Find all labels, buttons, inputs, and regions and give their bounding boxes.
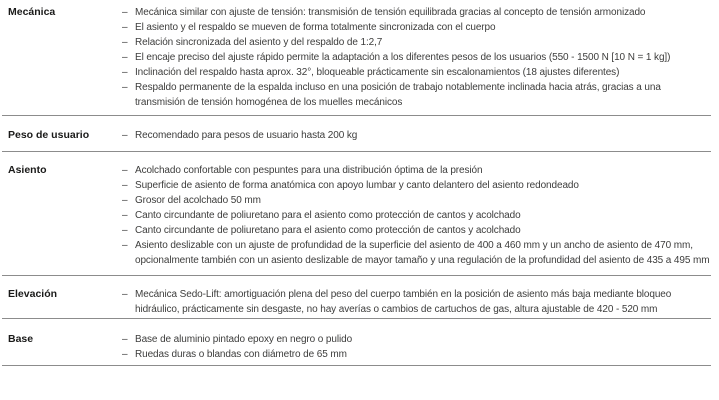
specification-table [2,0,711,366]
spec-item-text: Grosor del acolchado 50 mm [135,195,261,206]
spec-item-text: Relación sincronizada del asiento y del respaldo de 1:2,7 [135,37,383,48]
spec-item [122,80,711,110]
dash-bullet: – [122,67,128,78]
spec-item-text: Ruedas duras o blandas con diámetro de 65 mm [135,349,347,360]
dash-bullet: – [122,37,128,48]
section-items [122,5,711,110]
section-items [122,332,711,362]
spec-item [122,20,711,35]
spec-item-text: Respaldo permanente de la espalda incluso en una posición de trabajo notablemente inclinada hacia atrás, gracias a una transmisión de tensión homogénea de los muelles mecánicos [135,82,661,108]
section-label-base: Base [8,333,34,345]
dash-bullet: – [122,195,128,206]
spec-section-asiento [2,152,711,276]
spec-item [122,238,711,268]
dash-bullet: – [122,225,128,236]
spec-item [122,5,711,20]
section-label-peso-de-usuario: Peso de usuario [8,129,90,141]
spec-item-text: Superficie de asiento de forma anatómica con apoyo lumbar y canto delantero del asiento redondeado [135,180,579,191]
spec-item [122,347,711,362]
spec-item [122,178,711,193]
dash-bullet: – [122,130,128,141]
dash-bullet: – [122,334,128,345]
section-items [122,128,711,143]
dash-bullet: – [122,52,128,63]
section-items [122,287,711,317]
spec-item-text: El asiento y el respaldo se mueven de forma totalmente sincronizada con el cuerpo [135,22,496,33]
dash-bullet: – [122,7,128,18]
spec-item [122,332,711,347]
dash-bullet: – [122,210,128,221]
dash-bullet: – [122,289,128,300]
dash-bullet: – [122,165,128,176]
spec-item-text: Canto circundante de poliuretano para el asiento como protección de cantos y acolchado [135,210,521,221]
dash-bullet: – [122,82,128,93]
dash-bullet: – [122,180,128,191]
spec-item [122,193,711,208]
spec-section-peso-de-usuario [2,116,711,152]
section-label-asiento: Asiento [8,164,47,176]
section-label-elevacion: Elevación [8,288,58,300]
spec-item [122,65,711,80]
spec-section-base [2,319,711,366]
dash-bullet: – [122,22,128,33]
dash-bullet: – [122,349,128,360]
spec-item [122,163,711,178]
spec-item [122,50,711,65]
spec-item-text: Inclinación del respaldo hasta aprox. 32°, bloqueable prácticamente sin escalonamientos (18 ajustes diferentes) [135,67,620,78]
spec-section-mecanica [2,0,711,116]
spec-item-text: El encaje preciso del ajuste rápido permite la adaptación a los diferentes pesos de los usuarios (550 - 1500 N [10 N = 1 kg]) [135,52,671,63]
spec-item-text: Asiento deslizable con un ajuste de profundidad de la superficie del asiento de 400 a 460 mm y un ancho de asiento de 470 mm, opcionalmente también con un asiento deslizable de mayor tamaño y una regulación de la profundidad del asiento de 435 a 495 mm [135,240,710,266]
spec-item [122,287,711,317]
dash-bullet: – [122,240,128,251]
spec-item-text: Mecánica similar con ajuste de tensión: transmisión de tensión equilibrada gracias al concepto de tensión armonizado [135,7,646,18]
spec-item [122,223,711,238]
spec-item [122,128,711,143]
section-label-mecanica: Mecánica [8,6,56,18]
spec-item-text: Acolchado confortable con pespuntes para una distribución óptima de la presión [135,165,483,176]
spec-section-elevacion [2,276,711,319]
spec-item [122,208,711,223]
spec-item [122,35,711,50]
section-items [122,163,711,268]
spec-item-text: Mecánica Sedo-Lift: amortiguación plena del peso del cuerpo también en la posición de asiento más baja mediante bloqueo hidráulico, prácticamente sin desgaste, no hay averías o cambios de cartuchos de gas, altura ajustable de 420 - 520 mm [135,289,672,315]
spec-item-text: Canto circundante de poliuretano para el asiento como protección de cantos y acolchado [135,225,521,236]
spec-item-text: Recomendado para pesos de usuario hasta 200 kg [135,130,358,141]
spec-item-text: Base de aluminio pintado epoxy en negro o pulido [135,334,353,345]
